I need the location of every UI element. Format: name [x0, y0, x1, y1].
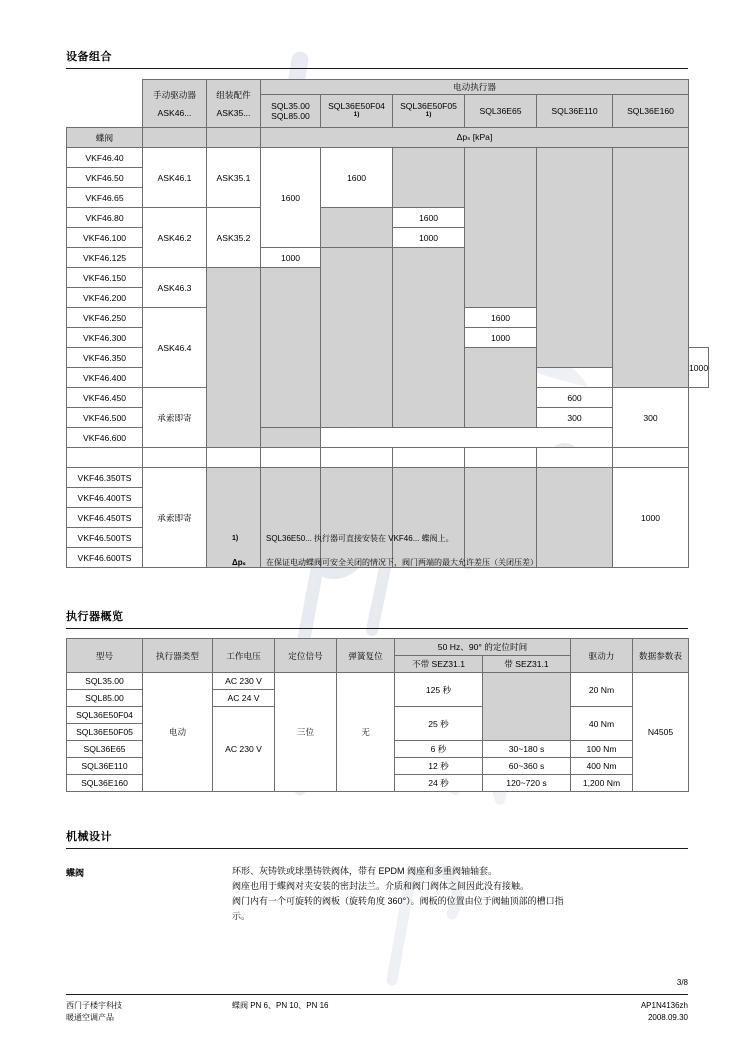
spacer-cell [321, 448, 393, 468]
cell-without-sez: 12 秒 [395, 758, 483, 775]
cell-e110-600: 600 [537, 388, 613, 408]
cell-actuator-type: 电动 [143, 673, 213, 792]
col-sql36e50f04 [321, 95, 393, 128]
col-assembly-kit [207, 80, 261, 128]
cell-positioning-signal: 三位 [275, 673, 337, 792]
cell-e110-empty-top [537, 148, 613, 368]
cell-f04-1600: 1600 [321, 148, 393, 208]
row-label: VKF46.150 [67, 268, 143, 288]
col-torque: 驱动力 [571, 639, 633, 673]
row-label: SQL36E50F04 [67, 707, 143, 724]
cell-e65-1000: 1000 [465, 328, 537, 348]
row-label: VKF46.350 [67, 348, 143, 368]
spacer-cell [261, 448, 321, 468]
mech-line-3: 阀门内有一个可旋转的阀板（旋转角度 360°）。阀板的位置由位于阀轴顶部的槽口指 [232, 895, 564, 906]
row-label: VKF46.40 [67, 148, 143, 168]
col-sql36e50f05 [393, 95, 465, 128]
row-label: VKF46.200 [67, 288, 143, 308]
cell-manual-drive: ASK46.3 [143, 268, 207, 308]
footnote-1-marker: 1) [232, 535, 239, 542]
cell-with-sez: 60~360 s [483, 758, 571, 775]
col-sql36e110: SQL36E110 [537, 95, 613, 128]
actuator-overview-table [66, 638, 689, 792]
footer-company-line1: 西门子楼宇科技 [66, 1001, 122, 1010]
col-manual-drive-sub: ASK46... [157, 108, 192, 118]
cell-e110-1000: 1000 [689, 348, 709, 388]
cell-voltage: AC 230 V [213, 673, 275, 690]
col-sql36e160: SQL36E160 [613, 95, 689, 128]
row-label: SQL85.00 [67, 690, 143, 707]
cell-e160-ts-1000: 1000 [613, 468, 689, 568]
col-sql3500 [261, 95, 321, 128]
page-number: 3/8 [676, 978, 688, 987]
cell-manual-drive-ts: 承索即寄 [143, 468, 207, 568]
cell-sql3500-1000: 1000 [261, 248, 321, 268]
row-label: SQL36E65 [67, 741, 143, 758]
section-title: 执行器概览 [66, 608, 688, 629]
section-actuator-overview [66, 608, 688, 629]
row-label: VKF46.65 [67, 188, 143, 208]
cell-torque: 100 Nm [571, 741, 633, 758]
col-sql3500-line1: SQL35.00 [271, 101, 310, 111]
cell-without-sez: 24 秒 [395, 775, 483, 792]
row-label: VKF46.500 [67, 408, 143, 428]
table2-header-row-1 [67, 639, 689, 656]
cell-f04-empty [321, 208, 393, 248]
row-label: VKF46.400 [67, 368, 143, 388]
dps-header: Δpₛ [kPa] [261, 128, 689, 148]
col-actuator-type: 执行器类型 [143, 639, 213, 673]
cell-without-sez-25: 25 秒 [395, 707, 483, 741]
cell-torque: 400 Nm [571, 758, 633, 775]
row-label: VKF46.400TS [67, 488, 143, 508]
mech-line-2: 阀座也用于蝶阀对夹安装的密封法兰。介质和阀门阀体之间因此没有接触。 [232, 880, 530, 891]
mech-line-1: 环形、灰铸铁或球墨铸铁阀体，带有 EPDM 阀座和多重阀轴轴套。 [232, 866, 498, 876]
row-label-header: 蝶阀 [67, 128, 143, 148]
equipment-combination-table [66, 79, 709, 568]
spacer-cell [143, 448, 207, 468]
cell-f04-empty-lower [321, 248, 393, 428]
section-title: 设备组合 [66, 48, 688, 69]
footnote-dps-marker: Δpₛ [232, 558, 246, 568]
cell-assembly-kit: ASK35.1 [207, 148, 261, 208]
hd-blank-manual [143, 128, 207, 148]
table1-header-row-group [67, 80, 709, 95]
cell-e65-empty-lower [465, 348, 537, 428]
row-label: VKF46.50 [67, 168, 143, 188]
footer-doc-date: 2008.09.30 [647, 1012, 688, 1022]
footer-doc-code: AP1N4136zh [640, 1001, 688, 1010]
col-model: 型号 [67, 639, 143, 673]
col-spring-return: 弹簧复位 [337, 639, 395, 673]
cell-assembly-kit: ASK35.2 [207, 208, 261, 268]
mech-line-4: 示。 [232, 910, 251, 921]
row-label: VKF46.600TS [67, 548, 143, 568]
col-with-sez: 带 SEZ31.1 [483, 656, 571, 673]
table-row [67, 148, 709, 168]
col-sql36e50f05-line1: SQL36E50F05 [400, 100, 457, 111]
table1-spacer-row [67, 448, 709, 468]
footnote-marker-1b: 1) [425, 110, 432, 118]
cell-e160-300: 300 [613, 388, 689, 448]
cell-manual-drive: ASK46.1 [143, 148, 207, 208]
footer-doc-info [641, 1000, 688, 1023]
row-label: VKF46.125 [67, 248, 143, 268]
footer-company-line2: 暖通空调产品 [66, 1012, 114, 1022]
cell-spring-return: 无 [337, 673, 395, 792]
cell-voltage: AC 230 V [213, 707, 275, 792]
cell-with-sez-empty [483, 673, 571, 741]
col-electric-actuator-group: 电动执行器 [261, 80, 689, 95]
cell-manual-drive: ASK46.2 [143, 208, 207, 268]
cell-torque: 1,200 Nm [571, 775, 633, 792]
footnote-marker-1: 1) [353, 110, 360, 118]
cell-f05-empty [393, 148, 465, 208]
cell-e160-empty-top [613, 148, 689, 388]
table-row [67, 468, 709, 488]
corner-blank [67, 80, 143, 128]
row-label: VKF46.450TS [67, 508, 143, 528]
row-label: SQL36E110 [67, 758, 143, 775]
cell-manual-drive: 承索即寄 [143, 388, 207, 448]
section-mechanical-design [66, 828, 688, 849]
footnote-dps [232, 558, 692, 568]
cell-manual-drive: ASK46.4 [143, 308, 207, 388]
cell-without-sez-125: 125 秒 [395, 673, 483, 707]
table1-header-row-dps [67, 128, 709, 148]
spacer-cell [465, 448, 537, 468]
spacer-cell [537, 448, 613, 468]
col-assembly-kit-title: 组装配件 [216, 90, 251, 100]
footnote-1-text: SQL36E50... 执行器可直接安装在 VKF46... 蝶阀上。 [266, 534, 454, 543]
col-sql36e65: SQL36E65 [465, 95, 537, 128]
col-sql3500-line2: SQL85.00 [271, 111, 310, 121]
cell-e65-1600: 1600 [465, 308, 537, 328]
cell-f05-1600: 1600 [393, 208, 465, 228]
footnote-1 [232, 534, 692, 544]
col-sql36e50f04-line1: SQL36E50F04 [328, 100, 385, 111]
footer-company [66, 1000, 122, 1023]
row-label: SQL36E160 [67, 775, 143, 792]
row-label: SQL36E50F05 [67, 724, 143, 741]
cell-assembly-kit-empty [207, 268, 261, 448]
cell-e110-empty-bottom [261, 428, 321, 448]
cell-voltage: AC 24 V [213, 690, 275, 707]
col-manual-drive-title: 手动驱动器 [153, 90, 196, 100]
row-label: VKF46.250 [67, 308, 143, 328]
cell-with-sez: 30~180 s [483, 741, 571, 758]
footnote-dps-text: 在保证电动蝶阀可安全关闭的情况下，阀门两端的最大允许差压（关闭压差） [266, 558, 538, 568]
row-label: VKF46.500TS [67, 528, 143, 548]
col-datasheet: 数据参数表 [633, 639, 689, 673]
spacer-cell [393, 448, 465, 468]
cell-e110-300: 300 [537, 408, 613, 428]
hd-blank-kit [207, 128, 261, 148]
col-operating-voltage: 工作电压 [213, 639, 275, 673]
row-label: VKF46.80 [67, 208, 143, 228]
footer-divider [66, 994, 688, 995]
section-equipment-combination [66, 48, 688, 69]
col-running-time-group: 50 Hz、90° 的定位时间 [395, 639, 571, 656]
cell-sql3500-1600: 1600 [261, 148, 321, 248]
cell-e65-empty-top [465, 148, 537, 308]
cell-datasheet: N4505 [633, 673, 689, 792]
col-positioning-signal: 定位信号 [275, 639, 337, 673]
col-without-sez: 不带 SEZ31.1 [395, 656, 483, 673]
cell-f05-1000: 1000 [393, 228, 465, 248]
spacer-cell [67, 448, 143, 468]
row-label: SQL35.00 [67, 673, 143, 690]
row-label: VKF46.600 [67, 428, 143, 448]
table1-footnotes [232, 534, 692, 583]
row-label: VKF46.300 [67, 328, 143, 348]
cell-f05-empty-lower [393, 248, 465, 428]
footer-doc-title: 蝶阀 PN 6、PN 10、PN 16 [232, 1001, 329, 1010]
spacer-cell [207, 448, 261, 468]
cell-without-sez: 6 秒 [395, 741, 483, 758]
cell-sql3500-empty-lower [261, 268, 321, 428]
cell-with-sez: 120~720 s [483, 775, 571, 792]
row-label: VKF46.100 [67, 228, 143, 248]
row-label: VKF46.450 [67, 388, 143, 408]
cell-torque-20: 20 Nm [571, 673, 633, 707]
col-assembly-kit-sub: ASK35... [216, 108, 251, 118]
col-manual-drive [143, 80, 207, 128]
spacer-cell [613, 448, 689, 468]
row-label: VKF46.350TS [67, 468, 143, 488]
mechanical-design-body [232, 864, 692, 923]
cell-torque-40: 40 Nm [571, 707, 633, 741]
table-row [67, 673, 689, 690]
section-title: 机械设计 [66, 828, 688, 849]
mechanical-design-label: 蝶阀 [66, 868, 85, 878]
